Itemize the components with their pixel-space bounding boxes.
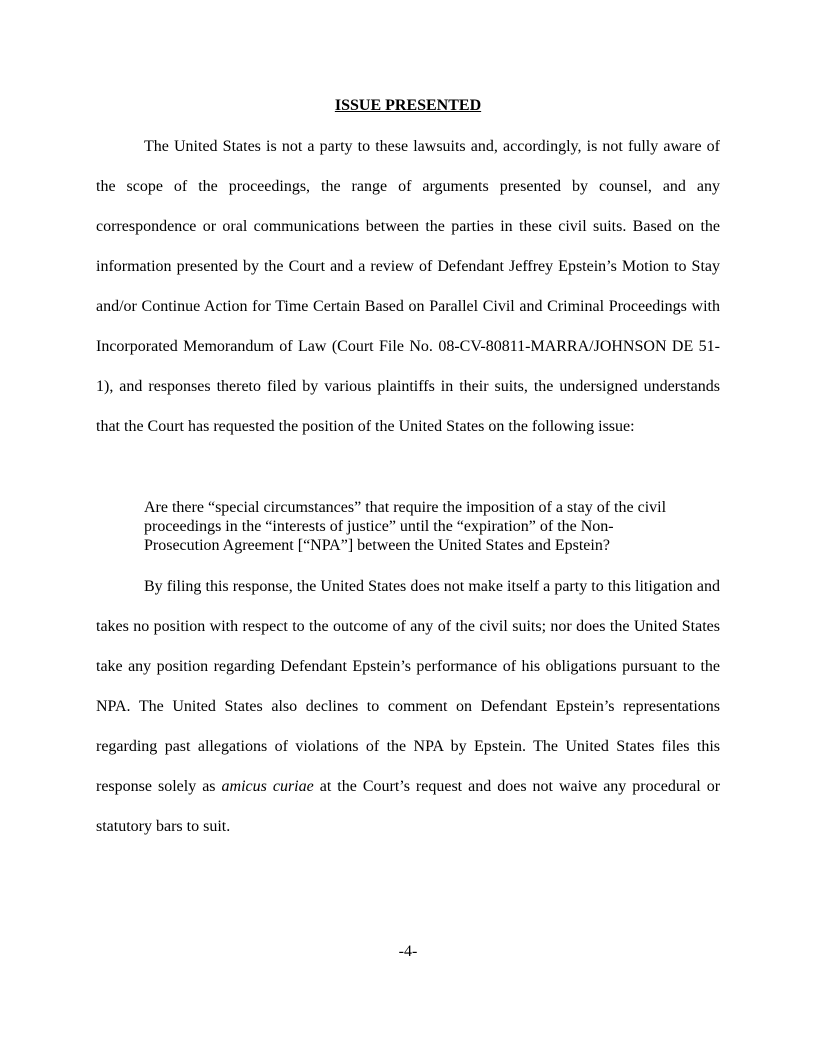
intro-paragraph: The United States is not a party to these lawsuits and, accordingly, is not fully aware of the scope of the proceedings, the range of arguments presented by counsel, and any correspondence or oral communications between the parties in these civil suits. Based on the information presented by the Court and a review of Defendant Jeffrey Epstein’s Motion to Stay and/or Continue Action for Time Certain Based on Parallel Civil and Criminal Proceedings with Incorporated Memorandum of Law (Court File No. 08-CV-80811-MARRA/JOHNSON DE 51-1), and responses thereto filed by various plaintiffs in their suits, the undersigned understands that the Court has requested the position of the United States on the following issue: <box>96 138 720 435</box>
amicus-curiae-italic: amicus curiae <box>221 778 314 795</box>
position-text-part1: By filing this response, the United States does not make itself a party to this litigation and takes no position with respect to the outcome of any of the civil suits; nor does the United States take any position regarding Defendant Epstein’s performance of his obligations pursuant to the NPA. The United States also declines to comment on Defendant Epstein’s representations regarding past allegations of violations of the NPA by Epstein. The United States files this response solely as <box>96 578 720 795</box>
position-paragraph <box>96 567 720 847</box>
page-number: -4- <box>398 943 418 960</box>
issue-block-quote: Are there “special circumstances” that require the imposition of a stay of the civil proceedings in the “interests of justice” until the “expiration” of the Non-Prosecution Agreement [“NPA”] between the United States and Epstein? <box>144 499 667 554</box>
position-text-part2: at the Court’s request and does not waive any procedural or statutory bars to suit. <box>96 778 721 835</box>
section-heading: ISSUE PRESENTED <box>334 97 482 114</box>
